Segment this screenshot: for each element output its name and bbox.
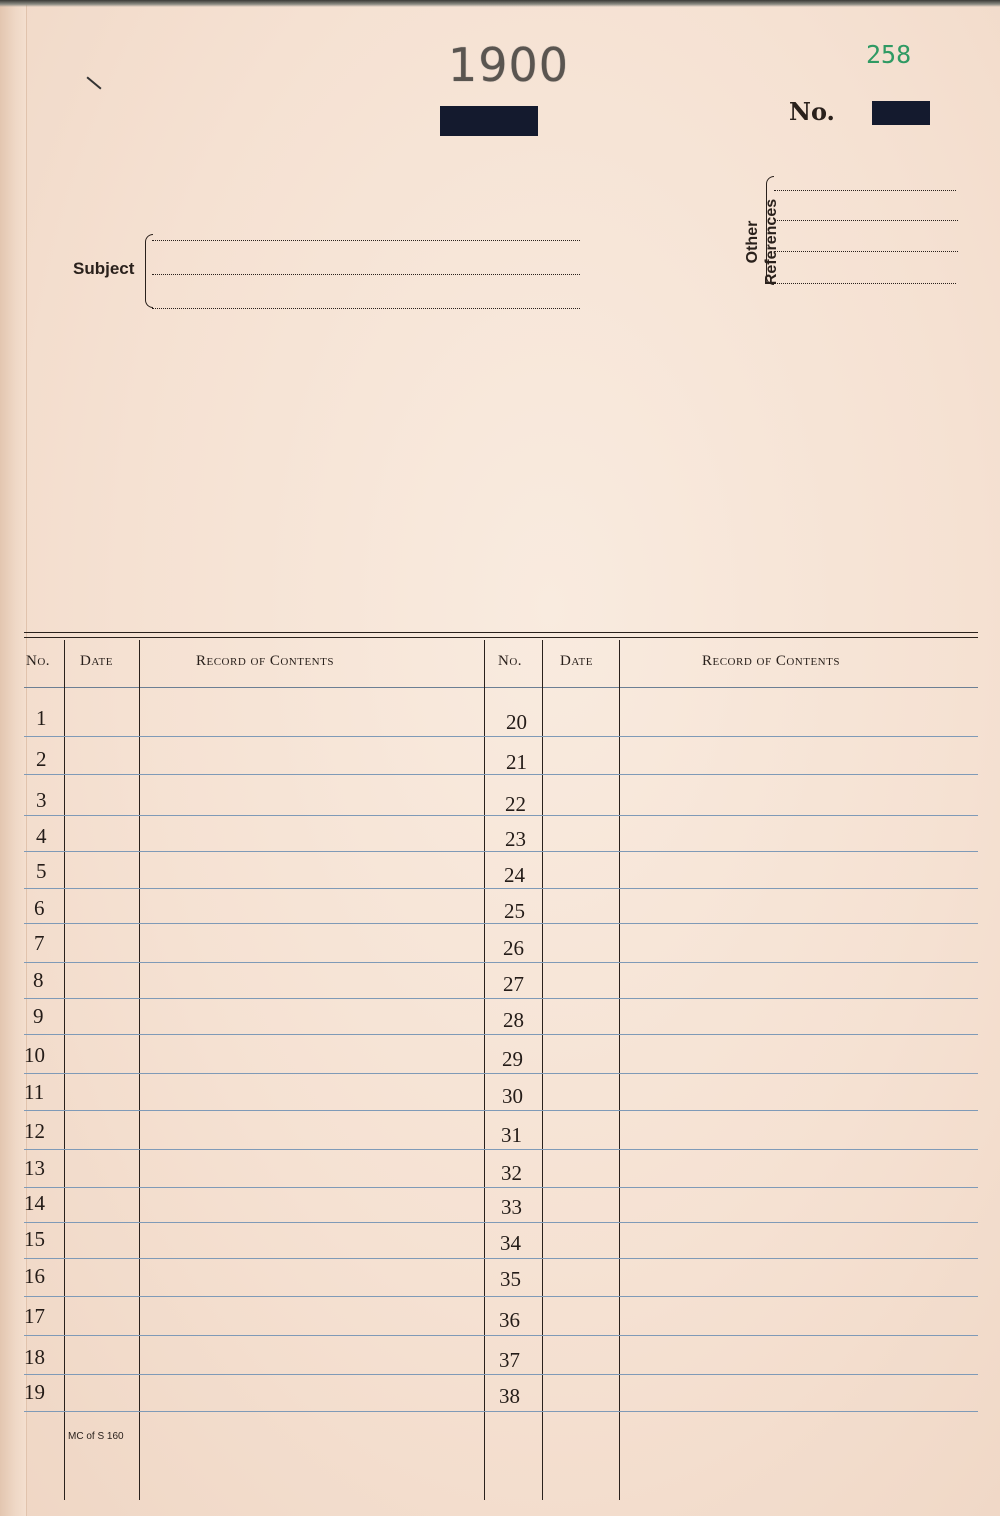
ruled-line <box>24 851 978 852</box>
column-divider <box>542 640 543 1500</box>
header-record-left: Record of Contents <box>196 653 334 669</box>
row-number: 17 <box>24 1304 45 1328</box>
row-number: 33 <box>501 1195 522 1219</box>
row-number: 32 <box>501 1161 522 1185</box>
row-number: 3 <box>36 788 47 812</box>
row-number: 6 <box>34 896 45 920</box>
column-divider <box>619 640 620 1500</box>
redaction-bar <box>872 101 930 125</box>
ruled-line <box>24 998 978 999</box>
ruled-line <box>24 1296 978 1297</box>
header-no-left: No. <box>26 653 51 669</box>
row-number: 13 <box>24 1156 45 1180</box>
reference-line <box>774 283 956 284</box>
reference-line <box>774 190 956 191</box>
row-number: 1 <box>36 706 47 730</box>
column-divider <box>64 640 65 1500</box>
row-number: 37 <box>499 1348 520 1372</box>
form-code: MC of S 160 <box>68 1431 124 1442</box>
row-number: 19 <box>24 1380 45 1404</box>
row-number: 25 <box>504 899 525 923</box>
row-number: 15 <box>24 1227 45 1251</box>
row-number: 21 <box>506 750 527 774</box>
ruled-line <box>24 815 978 816</box>
row-number: 27 <box>503 972 524 996</box>
header-record-right: Record of Contents <box>702 653 840 669</box>
row-number: 10 <box>24 1043 45 1067</box>
header-date-left: Date <box>80 653 113 669</box>
redaction-bar <box>440 106 538 136</box>
ruled-line <box>24 736 978 737</box>
row-number: 36 <box>499 1308 520 1332</box>
row-number: 24 <box>504 863 525 887</box>
row-number: 9 <box>33 1004 44 1028</box>
row-number: 38 <box>499 1384 520 1408</box>
ruled-line <box>24 1187 978 1188</box>
file-number-label: No. <box>789 97 835 126</box>
row-number: 22 <box>505 792 526 816</box>
subject-line <box>152 308 580 309</box>
header-no-right: No. <box>498 653 523 669</box>
ruled-line <box>24 1073 978 1074</box>
ruled-line <box>24 1034 978 1035</box>
row-number: 7 <box>34 931 45 955</box>
other-references-line1: Other <box>744 220 761 264</box>
row-number: 34 <box>500 1231 521 1255</box>
reference-line <box>774 220 958 221</box>
subject-label: Subject <box>73 259 135 278</box>
row-number: 16 <box>24 1264 45 1288</box>
other-references-label <box>743 187 783 297</box>
table-top-rule <box>24 632 978 633</box>
column-divider <box>139 640 140 1500</box>
row-number: 26 <box>503 936 524 960</box>
ruled-line <box>24 1149 978 1150</box>
row-number: 4 <box>36 824 47 848</box>
references-brace <box>766 176 774 285</box>
subject-brace <box>145 234 153 308</box>
row-number: 2 <box>36 747 47 771</box>
row-number: 31 <box>501 1123 522 1147</box>
ruled-line <box>24 962 978 963</box>
row-number: 30 <box>502 1084 523 1108</box>
row-number: 20 <box>506 710 527 734</box>
subject-line <box>152 274 580 275</box>
row-number: 11 <box>24 1080 45 1104</box>
pencil-mark <box>86 76 101 89</box>
header-underline <box>24 687 978 688</box>
row-number: 14 <box>24 1191 45 1215</box>
ruled-line <box>24 1374 978 1375</box>
subject-line <box>152 240 580 241</box>
row-number: 12 <box>24 1119 45 1143</box>
row-number: 28 <box>503 1008 524 1032</box>
ruled-line <box>24 1258 978 1259</box>
column-divider <box>484 640 485 1500</box>
row-number: 5 <box>36 859 47 883</box>
reference-line <box>774 251 958 252</box>
year-stamp: 1900 <box>448 38 570 92</box>
row-number: 18 <box>24 1345 45 1369</box>
top-edge-shadow <box>0 0 1000 7</box>
ruled-line <box>24 1222 978 1223</box>
row-number: 23 <box>505 827 526 851</box>
ruled-line <box>24 1411 978 1412</box>
row-number: 8 <box>33 968 44 992</box>
ruled-line <box>24 1335 978 1336</box>
binding-edge <box>0 0 27 1516</box>
row-number: 35 <box>500 1267 521 1291</box>
header-date-right: Date <box>560 653 593 669</box>
row-number: 29 <box>502 1047 523 1071</box>
ruled-line <box>24 1110 978 1111</box>
stamp-number: 258 <box>866 40 912 69</box>
ruled-line <box>24 774 978 775</box>
other-references-line2: References <box>763 198 780 286</box>
table-top-rule <box>24 637 978 638</box>
ruled-line <box>24 888 978 889</box>
ruled-line <box>24 923 978 924</box>
